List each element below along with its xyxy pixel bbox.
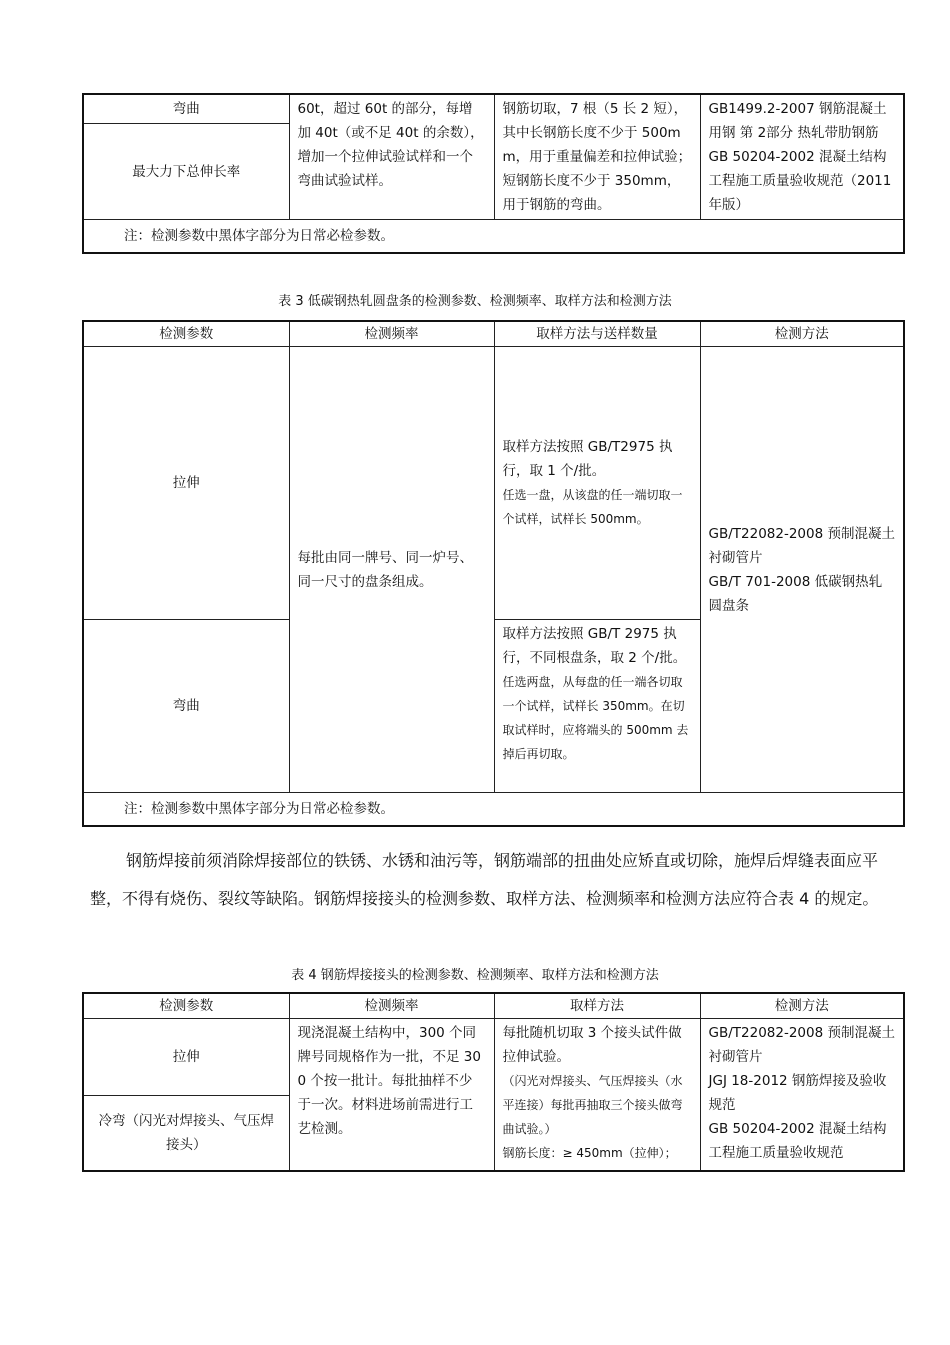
header-sampling: 取样方法与送样数量 (494, 321, 700, 347)
method-cell (700, 94, 904, 220)
sampling-rule: 取样方法按照 GB/T2975 执行，取 1 个/批。 (502, 439, 673, 479)
sampling-detail: （闪光对焊接头、气压焊接头（水平连接）每批再抽取三个接头做弯曲试验。） (502, 1074, 683, 1136)
header-method: 检测方法 (700, 321, 904, 347)
header-sampling: 取样方法 (494, 993, 700, 1019)
method-standard-3: GB 50204-2002 混凝土结构工程施工质量验收规范 (708, 1121, 887, 1161)
table-caption: 表 3 低碳钢热轧圆盘条的检测参数、检测频率、取样方法和检测方法 (278, 294, 672, 309)
method-standard-2: JGJ 18-2012 钢筋焊接及验收规范 (708, 1073, 887, 1113)
param-cell-tensile: 拉伸 (83, 1019, 289, 1096)
sampling-length: 钢筋长度：≥ 450mm（拉伸）； (502, 1146, 677, 1160)
sampling-detail: 任选两盘，从每盘的任一端各切取一个试样，试样长 350mm。在切取试样时，应将端头的 500mm 去掉后再切取。 (502, 675, 689, 761)
header-method: 检测方法 (700, 993, 904, 1019)
sampling-cell-tensile (494, 347, 700, 620)
sampling-cell (494, 1019, 700, 1172)
frequency-cell: 每批由同一牌号、同一炉号、同一尺寸的盘条组成。 (289, 347, 494, 793)
table-wire-rod (82, 320, 905, 827)
body-paragraph: 钢筋焊接前须消除焊接部位的铁锈、水锈和油污等，钢筋端部的扭曲处应矫直或切除，施焊后焊缝表面应平整，不得有烧伤、裂纹等缺陷。钢筋焊接接头的检测参数、取样方法、检测频率和检测方法应符合表 4 的规定。 (90, 851, 879, 908)
table-weld-joint (82, 992, 905, 1172)
header-frequency: 检测频率 (289, 321, 494, 347)
method-cell (700, 1019, 904, 1172)
sampling-detail: 任选一盘，从该盘的任一端切取一个试样，试样长 500mm。 (502, 488, 683, 526)
method-standard-1: GB/T22082-2008 预制混凝土衬砌管片 (708, 1025, 895, 1065)
sampling-rule: 取样方法按照 GB/T 2975 执行，不同根盘条，取 2 个/批。 (502, 626, 687, 666)
method-standard-2: GB/T 701-2008 低碳钢热轧圆盘条 (708, 573, 883, 614)
method-cell (700, 347, 904, 793)
param-cell-bending: 弯曲 (83, 620, 289, 793)
table-note: 注：检测参数中黑体字部分为日常必检参数。 (83, 793, 904, 827)
table-steel-bar-continued (82, 93, 905, 254)
param-cell-elongation: 最大力下总伸长率 (83, 124, 289, 220)
param-cell-cold-bend: 冷弯（闪光对焊接头、气压焊接头） (83, 1096, 289, 1172)
table-note: 注：检测参数中黑体字部分为日常必检参数。 (83, 220, 904, 254)
method-standard-2: GB 50204-2002 混凝土结构工程施工质量验收规范（2011 年版） (708, 149, 892, 213)
param-cell-tensile: 拉伸 (83, 347, 289, 620)
header-param: 检测参数 (83, 993, 289, 1019)
method-standard-1: GB1499.2-2007 钢筋混凝土用钢 第 2部分 热轧带肋钢筋 (708, 101, 887, 141)
sampling-cell: 钢筋切取，7 根（5 长 2 短），其中长钢筋长度不少于 500mm，用于重量偏差和拉伸试验；短钢筋长度不少于 350mm，用于钢筋的弯曲。 (494, 94, 700, 220)
header-frequency: 检测频率 (289, 993, 494, 1019)
method-standard-1: GB/T22082-2008 预制混凝土衬砌管片 (708, 525, 895, 566)
param-cell-bending: 弯曲 (83, 94, 289, 124)
table-caption: 表 4 钢筋焊接接头的检测参数、检测频率、取样方法和检测方法 (291, 968, 659, 983)
sampling-cell-bending (494, 620, 700, 793)
frequency-cell: 60t，超过 60t 的部分，每增加 40t（或不足 40t 的余数），增加一个拉伸试验试样和一个弯曲试验试样。 (289, 94, 494, 220)
frequency-cell: 现浇混凝土结构中，300 个同牌号同规格作为一批，不足 300 个按一批计。每批抽样不少于一次。材料进场前需进行工艺检测。 (289, 1019, 494, 1172)
sampling-rule: 每批随机切取 3 个接头试件做拉伸试验。 (502, 1025, 682, 1065)
header-param: 检测参数 (83, 321, 289, 347)
